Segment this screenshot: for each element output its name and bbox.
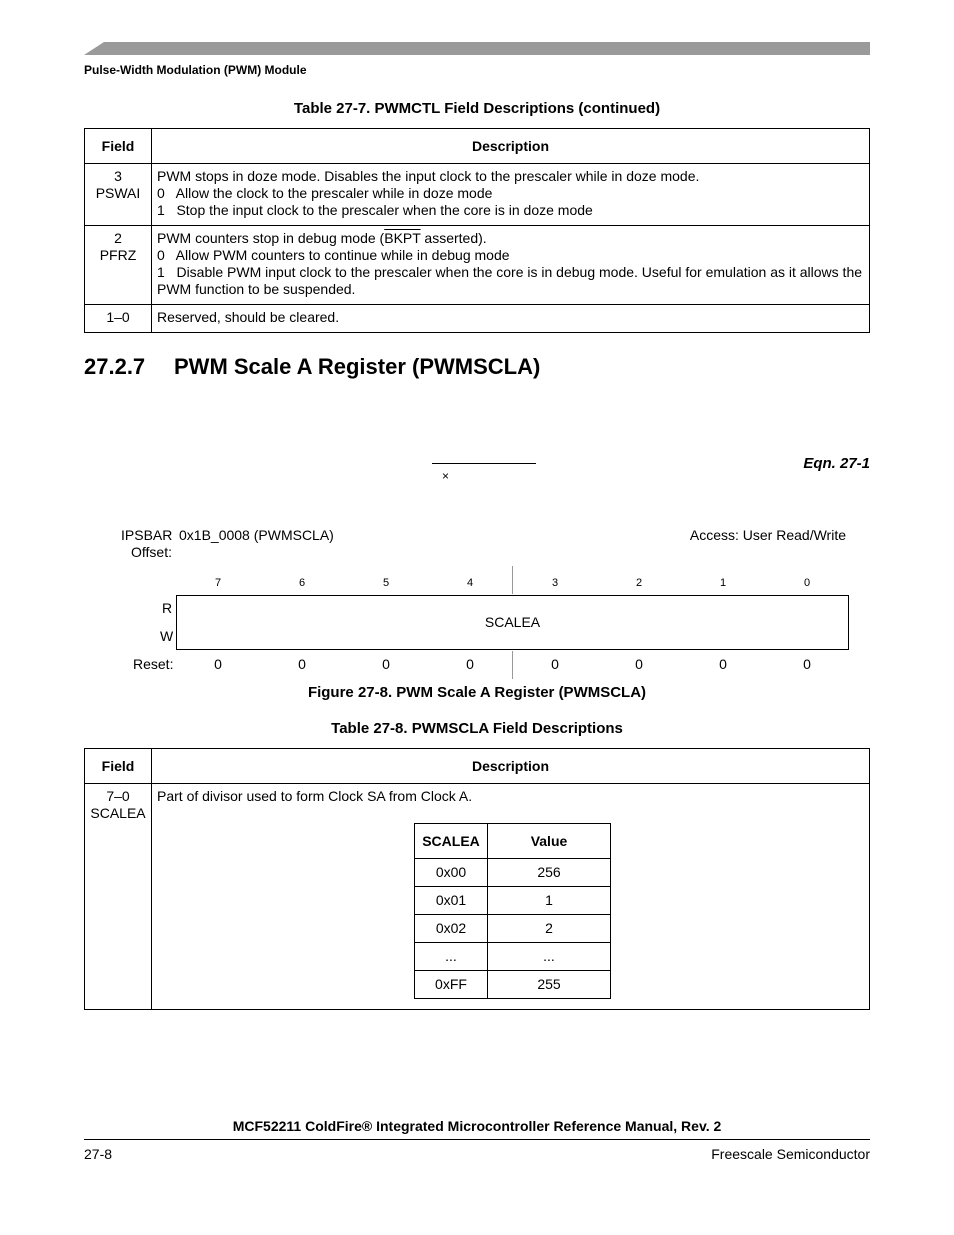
reset-value: 0 [635,656,643,672]
table-row [415,859,611,887]
field-number: 2 [114,230,122,246]
field-cell [85,784,152,1010]
running-head: Pulse-Width Modulation (PWM) Module [84,63,307,77]
description-line: Reserved, should be cleared. [157,309,340,325]
description-cell [152,226,870,305]
reset-label: Reset: [133,656,174,672]
description-cell [152,784,870,1010]
section-heading [84,354,540,380]
company-name: Freescale Semiconductor [711,1146,870,1162]
footer-title: MCF52211 ColdFire® Integrated Microcontroller Reference Manual, Rev. 2 [232,1118,722,1134]
scalea-value-table [414,823,611,999]
offset-value: 0x1B_0008 (PWMSCLA) [179,527,334,543]
field-cell [85,164,152,226]
table2-header-row [85,749,870,784]
description-line: 0 Allow the clock to the prescaler while in doze mode [157,185,493,201]
value-cell: ... [488,943,611,971]
table-row [415,887,611,915]
text-fragment: asserted). [420,230,487,246]
description-cell [152,305,870,333]
offset-label: Offset: [131,544,172,560]
reset-value: 0 [466,656,474,672]
inner-col-value: Value [488,824,611,859]
figure-caption: Figure 27-8. PWM Scale A Register (PWMSCLA) [307,684,647,701]
description-line [157,230,864,247]
nibble-divider [512,651,513,679]
scalea-cell: 0x02 [415,915,488,943]
table1-caption: Table 27-7. PWMCTL Field Descriptions (continued) [293,100,661,117]
field-cell [85,226,152,305]
inner-col-scalea: SCALEA [415,824,488,859]
bkpt-signal: BKPT [384,230,421,246]
description-line: Part of divisor used to form Clock SA from Clock A. [157,788,473,804]
header-bar [84,42,870,55]
field-number: 7–0 [106,788,130,804]
bit-number: 4 [466,577,474,589]
table-row [85,164,870,226]
table2-caption: Table 27-8. PWMSCLA Field Descriptions [331,720,623,737]
section-title: PWM Scale A Register (PWMSCLA) [174,354,541,379]
bit-number: 2 [635,577,643,589]
value-cell: 2 [488,915,611,943]
table2 [84,748,870,1010]
reset-value: 0 [551,656,559,672]
section-number: 27.2.7 [84,354,146,379]
table1-col-desc: Description [152,129,870,164]
value-cell: 1 [488,887,611,915]
table-row [85,784,870,1010]
nibble-divider [512,566,513,594]
equation-label: Eqn. 27-1 [803,455,870,472]
field-number: 1–0 [106,309,130,325]
table2-col-field: Field [85,749,152,784]
field-name: PSWAI [95,185,141,201]
table-row [415,943,611,971]
table-row [85,305,870,333]
table-row [415,915,611,943]
description-line: 1 Disable PWM input clock to the prescaler when the core is in debug mode. Useful for emulation as it allows the PWM function to be suspended. [157,264,866,297]
page-number: 27-8 [84,1146,113,1162]
scalea-cell: 0x00 [415,859,488,887]
reset-value: 0 [214,656,222,672]
write-label: W [160,628,174,644]
description-cell [152,164,870,226]
reset-value: 0 [298,656,306,672]
table2-col-desc: Description [152,749,870,784]
bit-number: 6 [298,577,306,589]
bit-number: 3 [551,577,559,589]
field-name: SCALEA [90,805,146,821]
reset-value: 0 [719,656,727,672]
bit-number: 0 [803,577,811,589]
description-line: PWM stops in doze mode. Disables the input clock to the prescaler while in doze mode. [157,168,700,184]
scalea-cell: ... [415,943,488,971]
table1-header-row [85,129,870,164]
reset-value: 0 [803,656,811,672]
fraction-bar [432,463,536,464]
description-line: 0 Allow PWM counters to continue while in debug mode [157,247,510,263]
bit-number: 1 [719,577,727,589]
footer-rule [84,1139,870,1140]
inner-header-row [415,824,611,859]
field-name: PFRZ [99,247,137,263]
table1 [84,128,870,333]
description-line: 1 Stop the input clock to the prescaler when the core is in doze mode [157,202,593,218]
reset-value: 0 [382,656,390,672]
field-number: 3 [114,168,122,184]
scalea-cell: 0x01 [415,887,488,915]
table1-col-field: Field [85,129,152,164]
access-label: Access: User Read/Write [689,527,846,543]
value-cell: 256 [488,859,611,887]
multiply-symbol: × [442,469,450,483]
field-cell [85,305,152,333]
table-row [415,971,611,999]
read-label: R [162,600,173,616]
text-fragment: PWM counters stop in debug mode ( [157,230,385,246]
ipsbar-label: IPSBAR [121,527,173,543]
register-field-name: SCALEA [484,614,541,630]
bit-number: 7 [214,577,222,589]
value-cell: 255 [488,971,611,999]
bit-number: 5 [382,577,390,589]
scalea-cell: 0xFF [415,971,488,999]
table-row [85,226,870,305]
